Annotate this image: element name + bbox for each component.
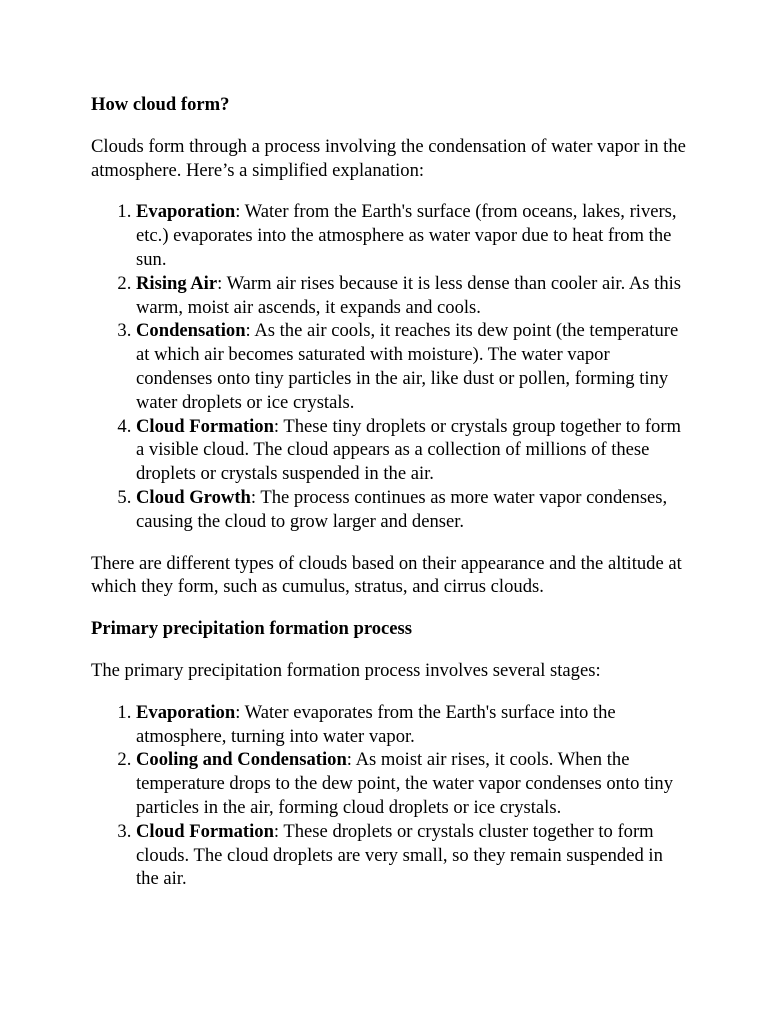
- step-description: : These droplets or crystals cluster together to form clouds. The cloud droplets are very small, so they remain suspended in the air.: [136, 820, 663, 890]
- list-item: [136, 272, 686, 320]
- intro-paragraph-clouds: Clouds form through a process involving the condensation of water vapor in the atmosphere. Here’s a simplified explanation:: [91, 135, 686, 181]
- step-description: : As moist air rises, it cools. When the temperature drops to the dew point, the water vapor condenses onto tiny particles in the air, forming cloud droplets or ice crystals.: [136, 749, 674, 818]
- step-term: Evaporation: [136, 201, 236, 223]
- step-description: : The process continues as more water vapor condenses, causing the cloud to grow larger and denser.: [136, 486, 668, 532]
- step-description: : Warm air rises because it is less dense than cooler air. As this warm, moist air ascends, it expands and cools.: [136, 272, 682, 318]
- section-heading-cloud-formation: How cloud form?: [91, 94, 230, 115]
- list-item: [136, 701, 686, 749]
- cloud-formation-steps-list: [91, 200, 686, 533]
- list-item: [136, 748, 686, 819]
- section-heading-precipitation: Primary precipitation formation process: [91, 618, 413, 640]
- document-page: [91, 93, 686, 909]
- list-item: [136, 319, 686, 414]
- step-description: : As the air cools, it reaches its dew point (the temperature at which air becomes saturated with moisture). The water vapor condenses onto tiny particles in the air, like dust or pollen, forming tiny water droplets or ice crystals.: [136, 320, 679, 413]
- step-term: Evaporation: [136, 701, 236, 723]
- step-term: Cloud Growth: [136, 486, 251, 508]
- step-description: : Water from the Earth's surface (from oceans, lakes, rivers, etc.) evaporates into the atmosphere as water vapor due to heat from the sun.: [136, 201, 677, 270]
- precipitation-steps-list: [91, 701, 686, 891]
- step-term: Cloud Formation: [136, 415, 274, 437]
- step-description: : Water evaporates from the Earth's surface into the atmosphere, turning into water vapor.: [136, 701, 616, 747]
- step-description: : These tiny droplets or crystals group together to form a visible cloud. The cloud appears as a collection of millions of these droplets or crystals suspended in the air.: [136, 415, 682, 485]
- step-term: Rising Air: [136, 272, 218, 294]
- step-term: Cloud Formation: [136, 820, 274, 842]
- list-item: [136, 486, 686, 534]
- outro-paragraph-cloud-types: There are different types of clouds based on their appearance and the altitude at which they form, such as cumulus, stratus, and cirrus clouds.: [91, 552, 682, 598]
- list-item: [136, 820, 686, 891]
- intro-paragraph-precipitation: The primary precipitation formation process involves several stages:: [91, 659, 601, 681]
- list-item: [136, 200, 686, 271]
- step-term: Cooling and Condensation: [136, 749, 347, 771]
- step-term: Condensation: [136, 320, 246, 342]
- list-item: [136, 415, 686, 486]
